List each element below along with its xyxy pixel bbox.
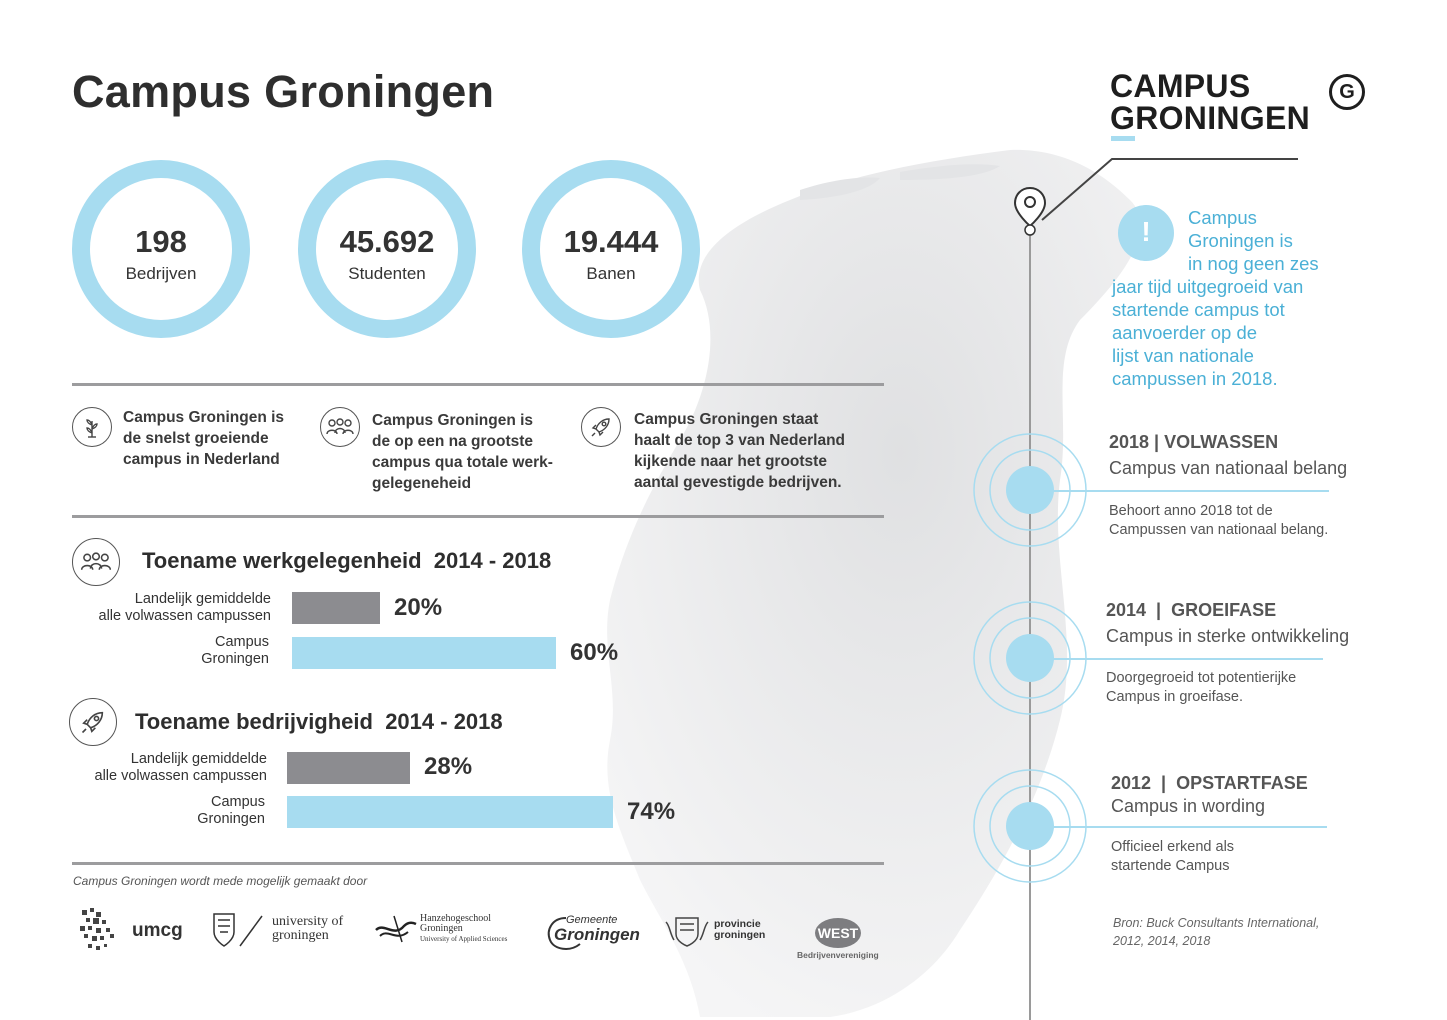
- plant-icon: [72, 407, 112, 447]
- brand-g-icon: G: [1329, 74, 1365, 110]
- provincie-line1: provincie: [714, 918, 761, 930]
- hanze-wave-icon: [374, 912, 418, 946]
- note-line: lijst van nationale: [1112, 345, 1254, 366]
- milestone-line: [1031, 826, 1327, 828]
- gemeente-groningen-logo[interactable]: [544, 912, 640, 958]
- uni-line1: university of: [272, 914, 344, 929]
- rocket-icon: [581, 407, 621, 447]
- sponsor-note: Campus Groningen wordt mede mogelijk gemaakt door: [73, 874, 368, 888]
- note-line: aanvoerder op de: [1112, 322, 1258, 343]
- stat-ring-bedrijven: [72, 160, 250, 338]
- milestone-subtitle: Campus in wording: [1111, 796, 1266, 816]
- brand-line1: CAMPUS: [1110, 68, 1251, 104]
- umcg-mark-icon: [78, 906, 126, 956]
- milestone-desc: Behoort anno 2018 tot de Campussen van nationaal belang.: [1109, 503, 1329, 538]
- source-note: Bron: Buck Consultants International, 2012, 2014, 2018: [1113, 916, 1320, 948]
- gemeente-line2: Groningen: [554, 925, 640, 944]
- stat-ring-banen: [522, 160, 700, 338]
- people-icon: [72, 538, 120, 586]
- bar-label: Landelijk gemiddelde alle volwassen campussen: [94, 751, 267, 784]
- bar-label: Campus Groningen: [197, 794, 265, 827]
- page-title: Campus Groningen: [72, 66, 495, 117]
- west-logo[interactable]: [795, 918, 885, 962]
- stat-value: 198: [135, 224, 187, 259]
- milestone-desc: Officieel erkend als startende Campus: [1111, 839, 1235, 874]
- divider: [72, 862, 884, 865]
- info-icon: !: [1118, 205, 1174, 261]
- bar-landelijk: [292, 592, 380, 624]
- brand-line2: GRONINGEN: [1110, 100, 1311, 136]
- milestone-subtitle: Campus in sterke ontwikkeling: [1106, 626, 1350, 646]
- university-of-groningen-logo[interactable]: [210, 908, 343, 950]
- west-line2: Bedrijvenvereniging: [797, 950, 879, 960]
- people-icon: [320, 407, 360, 447]
- fact-text: Campus Groningen is de op een na grootste campus qua totale werk- gelegeneheid: [372, 412, 553, 492]
- milestone-year: 2012 | OPSTARTFASE: [1111, 773, 1308, 793]
- fact-text: Campus Groningen is de snelst groeiende campus in Nederland: [123, 409, 285, 468]
- divider: [72, 515, 884, 518]
- note-line: campussen in 2018.: [1112, 368, 1278, 389]
- umcg-logo[interactable]: [78, 906, 183, 956]
- milestone-line: [1031, 490, 1329, 492]
- note-line: in nog geen zes: [1188, 253, 1319, 274]
- provincie-crest-icon: [662, 912, 712, 948]
- hanze-line2: Groningen: [420, 923, 463, 934]
- brand-accent: [1111, 136, 1135, 141]
- location-pin-icon: [1012, 186, 1048, 238]
- provincie-groningen-logo[interactable]: [662, 912, 765, 948]
- bar-value: 60%: [570, 639, 619, 666]
- fact-text: Campus Groningen staat haalt de top 3 van Nederland kijkende naar het grootste aantal gevestigde bedrijven.: [634, 411, 846, 491]
- note-line: jaar tijd uitgegroeid van: [1112, 276, 1304, 297]
- hanzehogeschool-logo[interactable]: [374, 912, 507, 946]
- divider: [72, 383, 884, 386]
- stat-value: 45.692: [339, 224, 435, 259]
- bar-landelijk: [287, 752, 410, 784]
- stat-label: Bedrijven: [125, 264, 197, 283]
- uni-line2: groningen: [272, 928, 329, 943]
- gemeente-line1: Gemeente: [566, 914, 618, 926]
- milestone-line: [1031, 658, 1323, 660]
- milestone-year: 2014 | GROEIFASE: [1106, 600, 1277, 620]
- brand-logo: [1110, 70, 1310, 134]
- bar-label: Campus Groningen: [201, 634, 269, 667]
- stat-label: Studenten: [348, 264, 426, 283]
- hanze-line1: Hanzehogeschool: [420, 913, 492, 924]
- stat-value: 19.444: [563, 224, 659, 259]
- stat-label: Banen: [586, 264, 636, 283]
- bar-campus: [287, 796, 613, 828]
- university-crest-icon: [210, 908, 270, 950]
- section-title: Toename bedrijvigheid 2014 - 2018: [135, 709, 503, 734]
- bar-value: 74%: [627, 798, 676, 825]
- note-line: Groningen is: [1188, 230, 1293, 251]
- bar-value: 20%: [394, 594, 443, 621]
- stat-ring-studenten: [298, 160, 476, 338]
- rocket-icon: [69, 698, 117, 746]
- bar-value: 28%: [424, 753, 473, 780]
- note-line: Campus: [1188, 207, 1257, 228]
- milestone-year: 2018 | VOLWASSEN: [1109, 432, 1279, 452]
- provincie-line2: groningen: [714, 929, 766, 941]
- west-mark: WEST: [815, 918, 861, 948]
- umcg-text: umcg: [132, 920, 183, 941]
- bar-label: Landelijk gemiddelde alle volwassen campussen: [98, 591, 271, 624]
- connector-line: [1040, 155, 1300, 225]
- note-line: startende campus tot: [1112, 299, 1285, 320]
- bar-campus: [292, 637, 556, 669]
- hanze-line3: University of Applied Sciences: [420, 935, 508, 943]
- section-title: Toename werkgelegenheid 2014 - 2018: [142, 548, 552, 573]
- milestone-subtitle: Campus van nationaal belang: [1109, 458, 1348, 478]
- milestone-desc: Doorgegroeid tot potentierijke Campus in groeifase.: [1106, 670, 1297, 705]
